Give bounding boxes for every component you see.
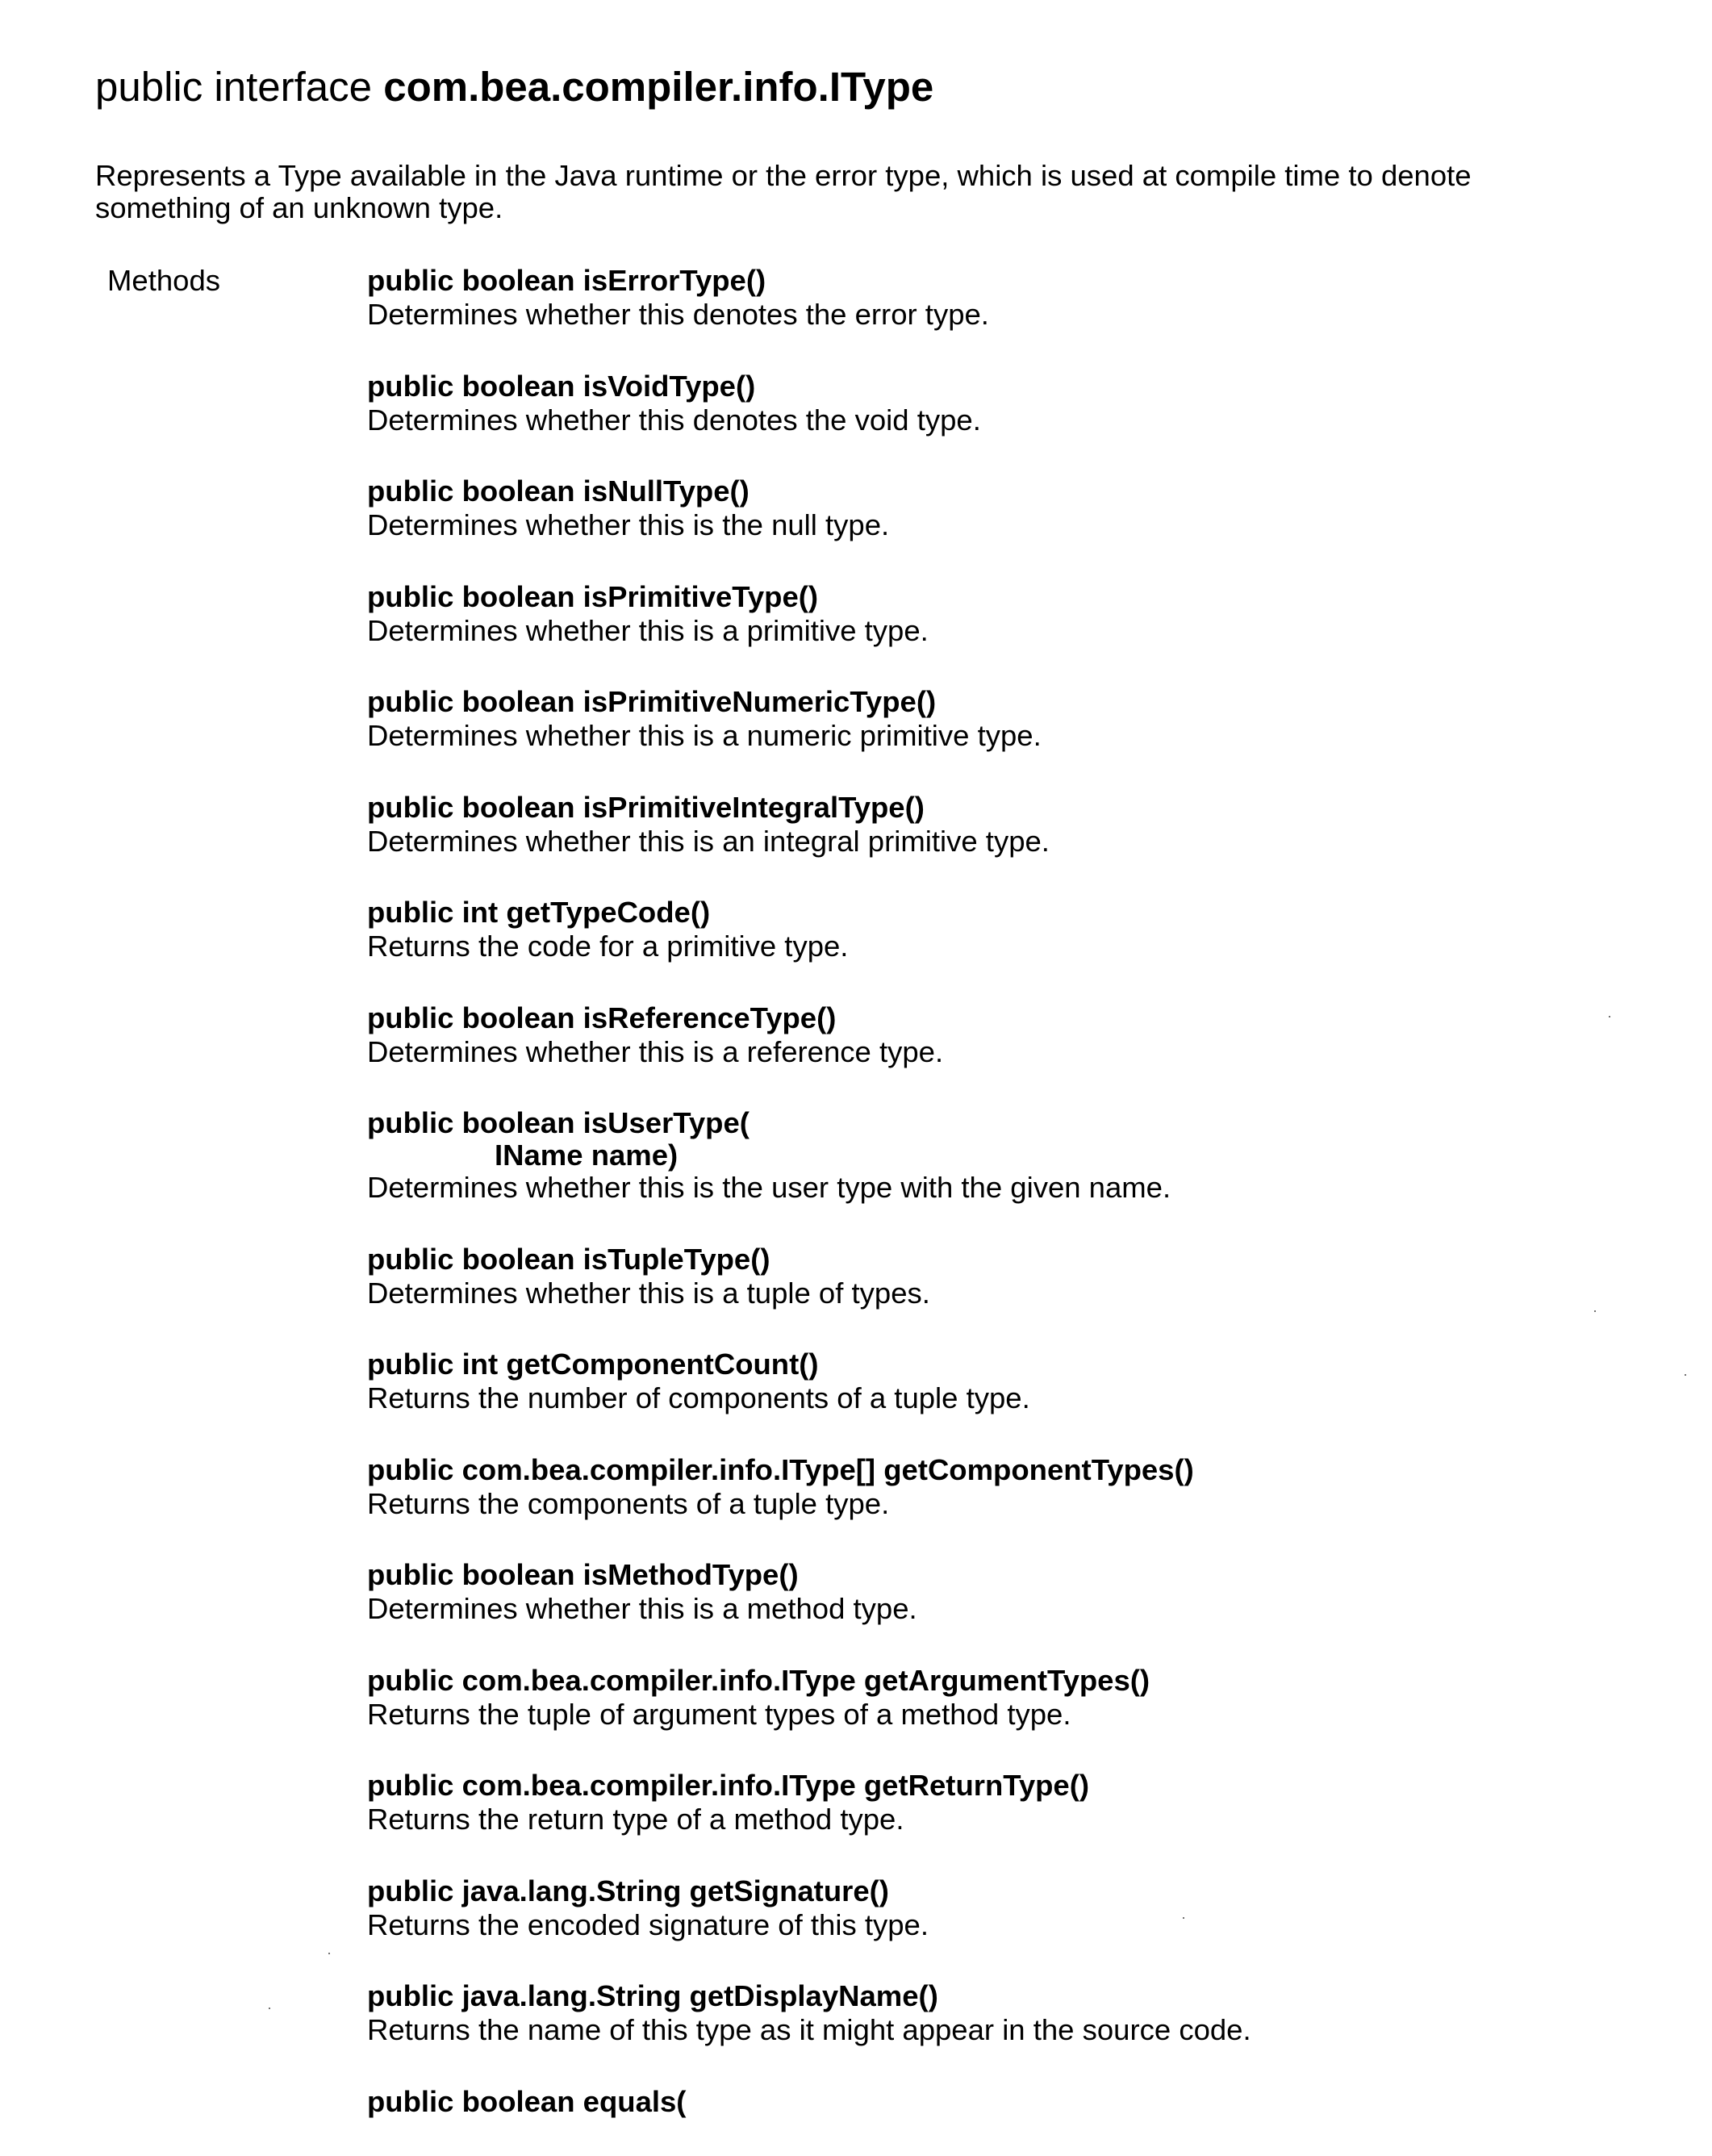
method-description: Returns the code for a primitive type. xyxy=(367,930,849,963)
method-description: Determines whether this is a primitive type. xyxy=(367,613,929,647)
method-signature: public boolean isVoidType() xyxy=(367,369,756,403)
method-entry xyxy=(367,1348,1658,1415)
scan-speck xyxy=(269,2008,270,2009)
scan-speck xyxy=(328,1953,330,1954)
method-signature: public int getTypeCode() xyxy=(367,896,711,929)
method-entry xyxy=(367,685,1658,753)
method-entry xyxy=(367,1453,1658,1521)
scan-speck xyxy=(1594,1310,1596,1312)
method-signature: public java.lang.String getSignature() xyxy=(367,1874,889,1907)
method-entry xyxy=(367,791,1658,859)
method-entry xyxy=(367,1874,1658,1942)
method-signature: public boolean isTupleType() xyxy=(367,1242,770,1276)
method-description: Returns the tuple of argument types of a method type. xyxy=(367,1697,1071,1731)
method-entry xyxy=(367,1664,1658,1732)
method-description: Determines whether this is a method type. xyxy=(367,1592,917,1625)
method-signature: public boolean isUserType( xyxy=(367,1106,750,1139)
method-description: Returns the return type of a method type. xyxy=(367,1803,904,1836)
method-signature: public boolean isMethodType() xyxy=(367,1558,799,1591)
method-parameter: IName name) xyxy=(495,1139,679,1172)
method-signature: public boolean isNullType() xyxy=(367,474,750,508)
method-entry xyxy=(367,1558,1658,1626)
method-signature: public boolean equals( xyxy=(367,2084,687,2118)
method-signature: public com.bea.compiler.info.IType getReturnType() xyxy=(367,1769,1090,1802)
method-description: Returns the components of a tuple type. xyxy=(367,1486,890,1520)
method-entry xyxy=(367,474,1658,542)
method-signature: public boolean isPrimitiveNumericType() xyxy=(367,685,937,718)
method-entry xyxy=(367,264,1658,332)
method-description: Determines whether this is a reference type. xyxy=(367,1034,944,1068)
method-signature: public java.lang.String getDisplayName() xyxy=(367,1979,938,2012)
method-signature: public boolean isPrimitiveType() xyxy=(367,579,819,613)
method-signature: public int getComponentCount() xyxy=(367,1348,819,1381)
method-description: Determines whether this is an integral primitive type. xyxy=(367,824,1050,858)
method-signature: public boolean isReferenceType() xyxy=(367,1001,837,1034)
method-description: Determines whether this is a tuple of types. xyxy=(367,1276,930,1310)
interface-name: com.bea.compiler.info.IType xyxy=(383,64,934,110)
methods-list xyxy=(367,264,1658,2156)
method-entry xyxy=(367,1979,1658,2047)
method-description: Determines whether this is the user type with the given name. xyxy=(367,1171,1171,1204)
method-signature: public com.bea.compiler.info.IType[] getComponentTypes() xyxy=(367,1452,1194,1486)
page-title xyxy=(95,63,933,111)
method-entry xyxy=(367,1001,1658,1069)
method-description: Returns the name of this type as it might appear in the source code. xyxy=(367,2013,1251,2046)
method-description: Returns the encoded signature of this type. xyxy=(367,1907,929,1941)
scan-speck xyxy=(1183,1917,1184,1919)
method-signature: public com.bea.compiler.info.IType getArgumentTypes() xyxy=(367,1663,1150,1697)
methods-label: Methods xyxy=(107,264,220,297)
method-entry xyxy=(367,896,1658,963)
method-entry xyxy=(367,1243,1658,1310)
interface-description: Represents a Type available in the Java runtime or the error type, which is used at compile time to denote something of an unknown type. xyxy=(95,159,1472,224)
method-description: Determines whether this is the null type. xyxy=(367,508,890,541)
method-signature: public boolean isPrimitiveIntegralType() xyxy=(367,790,925,824)
method-entry xyxy=(367,1769,1658,1836)
method-entry xyxy=(367,580,1658,648)
method-description: Returns the number of components of a tuple type. xyxy=(367,1381,1030,1414)
method-entry xyxy=(367,2085,1658,2119)
scan-speck xyxy=(1685,1374,1686,1376)
method-description: Determines whether this denotes the void type. xyxy=(367,403,981,437)
method-entry xyxy=(367,370,1658,437)
scan-speck xyxy=(1609,1016,1610,1017)
method-signature: public boolean isErrorType() xyxy=(367,264,766,297)
method-description: Determines whether this is a numeric primitive type. xyxy=(367,719,1042,752)
method-description: Determines whether this denotes the error type. xyxy=(367,298,989,331)
method-entry xyxy=(367,1106,1658,1205)
title-prefix: public interface xyxy=(95,64,384,110)
